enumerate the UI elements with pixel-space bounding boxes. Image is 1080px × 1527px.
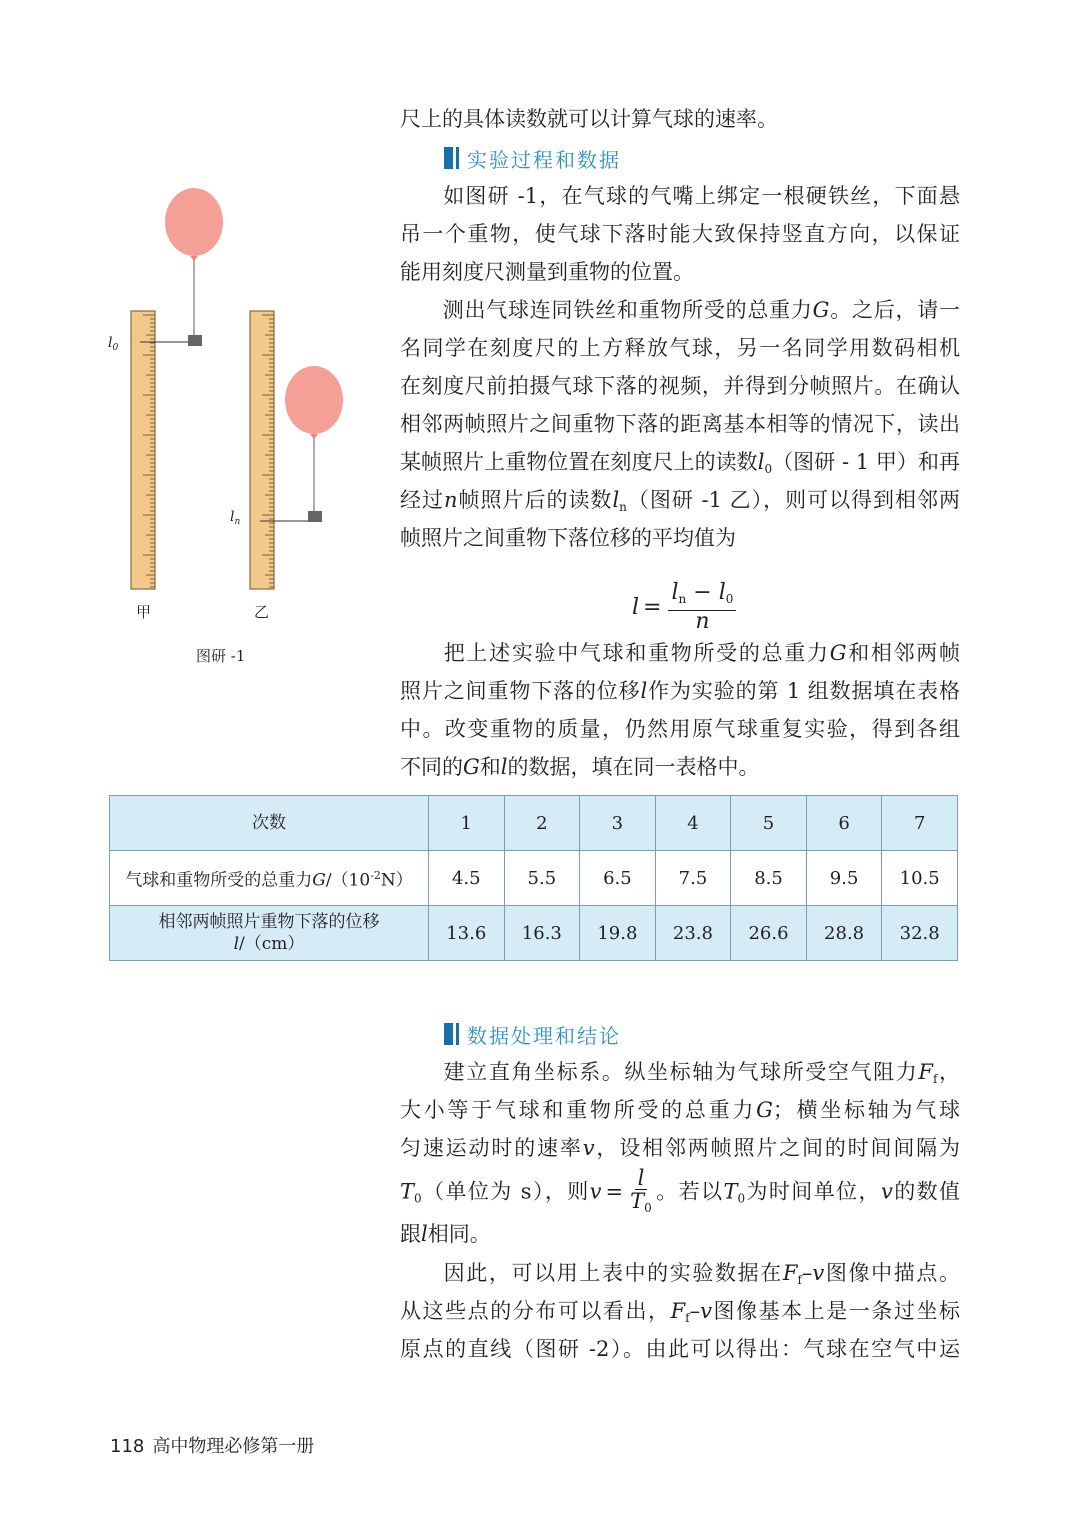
text-run: 跟: [400, 1222, 421, 1246]
table-cell: 23.8: [655, 906, 731, 961]
text-run: （图研 - 1 甲）和再: [772, 450, 961, 474]
subscript: 0: [737, 1191, 746, 1206]
text-line: 能用刻度尺测量到重物的位置。: [400, 260, 694, 284]
header-cell: 7: [882, 796, 958, 851]
variable-l: l: [757, 450, 765, 474]
header-cell: 2: [504, 796, 580, 851]
text-line: 在刻度尺前拍摄气球下落的视频，并得到分帧照片。在确认: [400, 374, 960, 398]
table-cell: 8.5: [731, 851, 807, 906]
text-line: 帧照片之间重物下落位移的平均值为: [400, 526, 736, 550]
section-heading-analysis: [444, 1020, 621, 1048]
row-label-gravity: 气球和重物所受的总重力$G/(10^{-2}N)$: [110, 851, 429, 906]
table-cell: 6.5: [580, 851, 656, 906]
text-run: 从这些点的分布可以看出，: [400, 1299, 671, 1323]
table-cell: 5.5: [504, 851, 580, 906]
paragraph-setup: [400, 177, 960, 291]
text-run: 帧照片后的读数: [457, 488, 613, 512]
text-run: 匀速运动时的速率: [400, 1136, 583, 1160]
text-line: 吊一个重物，使气球下落时能大致保持竖直方向，以保证: [400, 222, 960, 246]
subscript: n: [619, 500, 627, 514]
text-line: 如图研 -1，在气球的气嘴上绑定一根硬铁丝，下面悬: [442, 184, 960, 208]
paragraph-conclusion: [400, 1254, 960, 1368]
text-run: 建立直角坐标系。纵坐标轴为气球所受空气阻力: [442, 1060, 919, 1084]
table-cell: 26.6: [731, 906, 807, 961]
variable-v: v: [812, 1261, 825, 1285]
text-run: ，设相邻两帧照片之间的时间间隔为: [594, 1136, 961, 1160]
text-run: 。之后，请一: [829, 298, 961, 322]
page-number: 118: [110, 1436, 145, 1457]
figure-balloon-ruler: [100, 180, 360, 630]
text-run: 照片之间重物下落的位移: [400, 679, 641, 703]
formula-lhs: l: [632, 595, 640, 620]
text-run: 把上述实验中气球和重物所受的总重力: [442, 641, 830, 665]
equals: =: [605, 1179, 624, 1204]
text-run: ；横坐标轴为气球: [772, 1098, 961, 1122]
table-cell: 9.5: [806, 851, 882, 906]
section-title: 实验过程和数据: [467, 147, 621, 172]
table-cell: 4.5: [429, 851, 505, 906]
subscript: 0: [764, 462, 773, 476]
balloon-jia: [165, 188, 223, 256]
text-line: 名同学在刻度尺的上方释放气球，另一名同学用数码相机: [400, 336, 960, 360]
text-line: 原点的直线（图研 -2）。由此可以得出：气球在空气中运: [400, 1337, 960, 1361]
section-marker-icon: [444, 1023, 459, 1045]
text-run: 图像中描点。: [824, 1261, 961, 1285]
table-cell: 10.5: [882, 851, 958, 906]
subscript: f: [932, 1072, 938, 1086]
formula-equals: =: [643, 595, 662, 620]
intro-paragraph: [400, 100, 960, 138]
text-run: 作为实验的第 1 组数据填在表格: [647, 679, 960, 703]
table-header-row: [110, 796, 958, 851]
text-run: 的数据，填在同一表格中。: [507, 755, 760, 779]
text-run: （单位为 s），则: [421, 1179, 590, 1204]
text-run: 相同。: [427, 1222, 491, 1246]
variable-l: l: [640, 679, 648, 703]
variable-g: G: [812, 298, 830, 322]
formula-numerator: $l_n - l_0$: [668, 582, 736, 611]
table-cell: 13.6: [429, 906, 505, 961]
variable-v: v: [880, 1179, 893, 1204]
variable-g: G: [829, 641, 847, 665]
row-label-displacement: 相邻两帧照片重物下落的位移 l/（cm）: [110, 906, 429, 961]
variable-v: v: [700, 1299, 712, 1323]
label-jia: 甲: [136, 603, 152, 621]
text-run: 不同的: [400, 755, 463, 779]
text-line: 中。改变重物的质量，仍然用原气球重复实验，得到各组: [400, 717, 960, 741]
text-run: ，: [937, 1060, 960, 1084]
page-footer: [110, 1432, 314, 1458]
table-cell: 28.8: [806, 906, 882, 961]
text-run: 为时间单位，: [745, 1179, 881, 1204]
header-label: 次数: [110, 796, 429, 851]
label-yi: 乙: [254, 603, 270, 621]
inline-fraction: $\frac{l}{T_0}$: [630, 1166, 652, 1215]
variable-n: n: [443, 488, 458, 512]
text-run: 的数值: [892, 1179, 961, 1204]
text-run: 大小等于气球和重物所受的总重力: [400, 1098, 757, 1122]
header-cell: 3: [580, 796, 656, 851]
text-run: 经过: [400, 488, 444, 512]
header-cell: 1: [429, 796, 505, 851]
variable-g: G: [463, 755, 480, 779]
dash: –: [689, 1299, 701, 1323]
weight-jia: [188, 335, 202, 346]
header-cell: 6: [806, 796, 882, 851]
text-run: （图研 -1 乙），则可以得到相邻两: [626, 488, 961, 512]
table-cell: 7.5: [655, 851, 731, 906]
text-run: 因此，可以用上表中的实验数据在: [442, 1261, 783, 1285]
intro-line: 尺上的具体读数就可以计算气球的速率。: [400, 107, 778, 131]
variable-f: F: [782, 1261, 798, 1285]
text-run: 某帧照片上重物位置在刻度尺上的读数: [400, 450, 758, 474]
formula-average-displacement: [632, 582, 739, 633]
variable-t: T: [400, 1179, 415, 1204]
label-l0: $l_0$: [108, 335, 119, 353]
book-title: 高中物理必修第一册: [152, 1436, 315, 1457]
table-row-gravity: [110, 851, 958, 906]
text-run: 测出气球连同铁丝和重物所受的总重力: [442, 298, 813, 322]
subscript: f: [685, 1311, 690, 1325]
paragraph-coordinates: [400, 1053, 960, 1253]
label-ln: $l_n$: [230, 509, 241, 527]
table-cell: 32.8: [882, 906, 958, 961]
formula-denominator: n: [695, 609, 710, 634]
data-table: [109, 795, 958, 961]
formula-fraction: [668, 582, 736, 633]
variable-g: G: [756, 1098, 773, 1122]
section-marker-icon: [444, 147, 459, 169]
section-title: 数据处理和结论: [467, 1023, 621, 1048]
section-heading-procedure: [444, 144, 621, 172]
subscript: f: [797, 1273, 802, 1287]
dash: –: [801, 1261, 813, 1285]
weight-yi: [308, 511, 322, 522]
text-run: 和相邻两帧: [846, 641, 961, 665]
text-run: 。若以: [654, 1179, 724, 1204]
subscript: 0: [414, 1191, 422, 1206]
balloon-yi: [285, 366, 343, 434]
paragraph-measurement: [400, 291, 960, 557]
table-cell: 19.8: [580, 906, 656, 961]
variable-t: T: [723, 1179, 738, 1204]
variable-v: v: [582, 1136, 595, 1160]
variable-v: v: [589, 1179, 602, 1204]
variable-f: F: [670, 1299, 686, 1323]
text-line: 相邻两帧照片之间重物下落的距离基本相等的情况下，读出: [400, 412, 960, 436]
text-run: 和: [479, 755, 501, 779]
paragraph-table-intro: [400, 634, 960, 786]
variable-l: l: [421, 1222, 428, 1246]
header-cell: 4: [655, 796, 731, 851]
header-cell: 5: [731, 796, 807, 851]
text-run: 图像基本上是一条过坐标: [711, 1299, 961, 1323]
variable-l: l: [500, 755, 508, 779]
table-row-displacement: [110, 906, 958, 961]
figure-caption: 图研 -1: [196, 647, 246, 665]
table-cell: 16.3: [504, 906, 580, 961]
variable-l: l: [612, 488, 620, 512]
variable-f: F: [918, 1060, 933, 1084]
